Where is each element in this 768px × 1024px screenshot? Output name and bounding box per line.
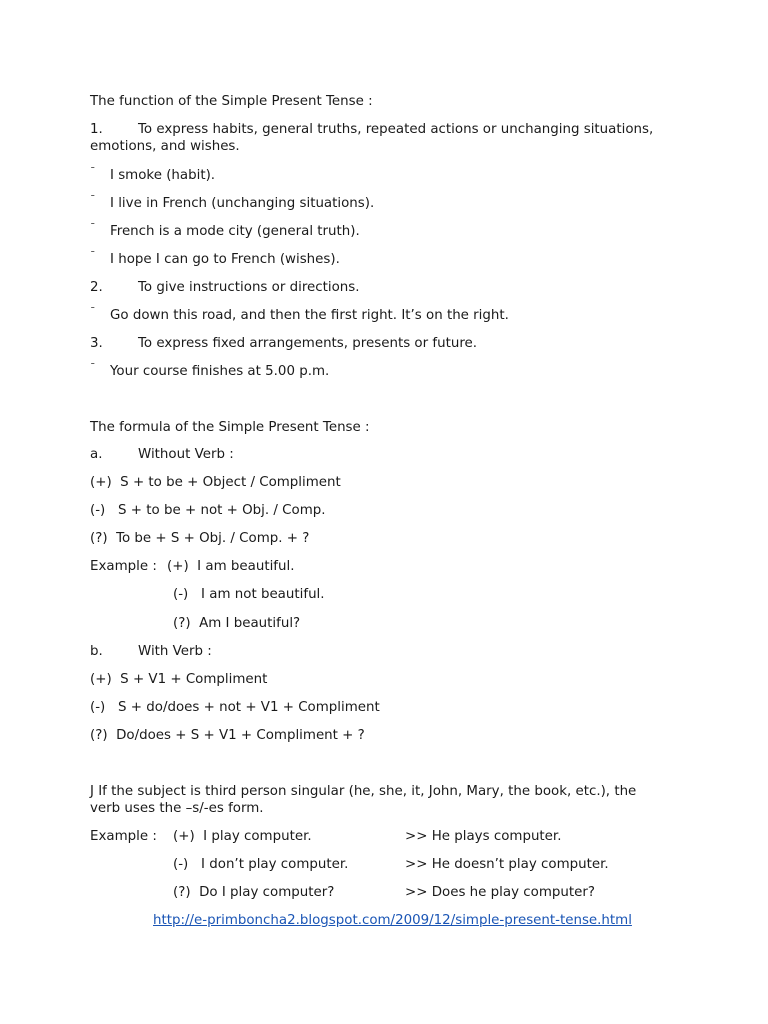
formula-b-label: b. — [90, 644, 103, 659]
bullet-icon: ¯ — [90, 193, 96, 206]
note-text-cont: verb uses the –s/-es form. — [90, 801, 264, 816]
example-question: (?) Am I beautiful? — [173, 616, 301, 631]
example-item: Your course finishes at 5.00 p.m. — [110, 364, 330, 379]
formula-a-question: (?) To be + S + Obj. / Comp. + ? — [90, 531, 310, 546]
example-left: (?) Do I play computer? — [173, 885, 335, 900]
example-item: I smoke (habit). — [110, 168, 216, 183]
point-text-3: To express fixed arrangements, presents or future. — [138, 336, 478, 351]
note-text: J If the subject is third person singular (he, she, it, John, Mary, the book, etc.), the — [90, 784, 637, 799]
point-number-2: 2. — [90, 280, 103, 295]
example-item: I live in French (unchanging situations). — [110, 196, 375, 211]
example-label: Example : — [90, 559, 157, 574]
bullet-icon: ¯ — [90, 221, 96, 234]
bullet-icon: ¯ — [90, 361, 96, 374]
example-right: >> Does he play computer? — [405, 885, 595, 900]
formula-a-label: a. — [90, 447, 103, 462]
source-link[interactable]: http://e-primboncha2.blogspot.com/2009/12/simple-present-tense.html — [153, 913, 632, 928]
point-number-1: 1. — [90, 122, 103, 137]
formula-a-positive: (+) S + to be + Object / Compliment — [90, 475, 341, 490]
bullet-icon: ¯ — [90, 165, 96, 178]
example-left: (+) I play computer. — [173, 829, 312, 844]
example-negative: (-) I am not beautiful. — [173, 587, 325, 602]
point-text-2: To give instructions or directions. — [138, 280, 360, 295]
bullet-icon: ¯ — [90, 249, 96, 262]
formula-a-title: Without Verb : — [138, 447, 234, 462]
formula-a-negative: (-) S + to be + not + Obj. / Comp. — [90, 503, 326, 518]
example-right: >> He doesn’t play computer. — [405, 857, 609, 872]
point-text-1: To express habits, general truths, repeated actions or unchanging situations, — [138, 122, 654, 137]
formula-heading: The formula of the Simple Present Tense : — [90, 420, 370, 435]
example-label: Example : — [90, 829, 157, 844]
example-positive: (+) I am beautiful. — [167, 559, 295, 574]
function-heading: The function of the Simple Present Tense : — [90, 94, 373, 109]
formula-b-title: With Verb : — [138, 644, 212, 659]
point-text-1-cont: emotions, and wishes. — [90, 139, 240, 154]
formula-b-positive: (+) S + V1 + Compliment — [90, 672, 268, 687]
example-right: >> He plays computer. — [405, 829, 562, 844]
formula-b-question: (?) Do/does + S + V1 + Compliment + ? — [90, 728, 365, 743]
example-item: I hope I can go to French (wishes). — [110, 252, 340, 267]
formula-b-negative: (-) S + do/does + not + V1 + Compliment — [90, 700, 380, 715]
point-number-3: 3. — [90, 336, 103, 351]
example-item: French is a mode city (general truth). — [110, 224, 360, 239]
example-item: Go down this road, and then the first right. It’s on the right. — [110, 308, 509, 323]
example-left: (-) I don’t play computer. — [173, 857, 349, 872]
bullet-icon: ¯ — [90, 305, 96, 318]
